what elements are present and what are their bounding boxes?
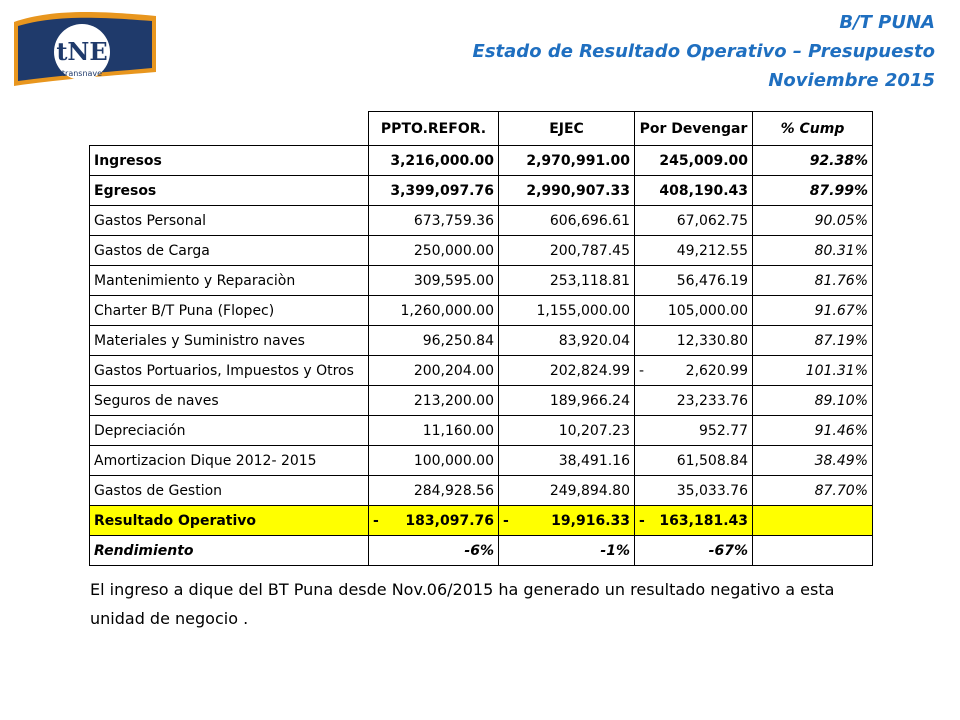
transnave-logo — [10, 6, 160, 96]
table-row — [90, 296, 873, 326]
cell-cump: 87.70% — [753, 476, 873, 506]
table-row — [90, 146, 873, 176]
col-header-ejec: EJEC — [499, 112, 635, 146]
row-label: Resultado Operativo — [90, 506, 369, 536]
table-row — [90, 476, 873, 506]
cell-ejec: 202,824.99 — [499, 356, 635, 386]
rendimiento-row — [90, 536, 873, 566]
row-label: Depreciación — [90, 416, 369, 446]
footnote: El ingreso a dique del BT Puna desde Nov.06/2015 ha generado un resultado negativo a esta unidad de negocio . — [90, 580, 835, 628]
cell-ejec — [499, 506, 635, 536]
negative-sign: - — [639, 512, 645, 529]
header — [473, 8, 935, 95]
cell-ejec: 253,118.81 — [499, 266, 635, 296]
cell-cump: 38.49% — [753, 446, 873, 476]
cell-cump: 90.05% — [753, 206, 873, 236]
cell-cump: 91.67% — [753, 296, 873, 326]
cell-ppto: 309,595.00 — [369, 266, 499, 296]
row-label: Rendimiento — [90, 536, 369, 566]
cell-ejec: -1% — [499, 536, 635, 566]
cell-cump: 92.38% — [753, 146, 873, 176]
cell-dev-value: 49,212.55 — [676, 242, 748, 259]
cell-ppto: 3,399,097.76 — [369, 176, 499, 206]
cell-dev-value: 67,062.75 — [676, 212, 748, 229]
table-row — [90, 266, 873, 296]
cell-ejec: 249,894.80 — [499, 476, 635, 506]
cell-dev-value: 12,330.80 — [676, 332, 748, 349]
resultado-operativo-row — [90, 506, 873, 536]
cell-dev — [635, 506, 753, 536]
row-label: Egresos — [90, 176, 369, 206]
results-table — [89, 111, 873, 566]
cell-dev-value: 408,190.43 — [659, 182, 748, 199]
cell-dev — [635, 386, 753, 416]
negative-sign: - — [639, 362, 645, 379]
cell-cump: 101.31% — [753, 356, 873, 386]
table-row — [90, 176, 873, 206]
cell-ppto: 3,216,000.00 — [369, 146, 499, 176]
cell-dev — [635, 206, 753, 236]
cell-cump: 81.76% — [753, 266, 873, 296]
cell-ppto: 100,000.00 — [369, 446, 499, 476]
cell-ppto: 250,000.00 — [369, 236, 499, 266]
cell-dev — [635, 446, 753, 476]
cell-dev-value: 56,476.19 — [676, 272, 748, 289]
row-label: Gastos de Carga — [90, 236, 369, 266]
cell-ppto: 11,160.00 — [369, 416, 499, 446]
cell-value: 19,916.33 — [551, 512, 630, 529]
table-row — [90, 386, 873, 416]
cell-ejec: 606,696.61 — [499, 206, 635, 236]
cell-dev-value: 23,233.76 — [676, 392, 748, 409]
cell-ppto: 213,200.00 — [369, 386, 499, 416]
page-title: B/T PUNA — [839, 12, 935, 33]
cell-cump: 89.10% — [753, 386, 873, 416]
cell-value: 183,097.76 — [405, 512, 494, 529]
logo-brand: transnave — [61, 69, 103, 78]
cell-dev-value: 105,000.00 — [667, 302, 748, 319]
cell-ejec: 2,990,907.33 — [499, 176, 635, 206]
table-row — [90, 446, 873, 476]
table-row — [90, 326, 873, 356]
cell-dev: -67% — [635, 536, 753, 566]
negative-sign: - — [503, 512, 509, 529]
cell-ejec: 10,207.23 — [499, 416, 635, 446]
cell-ejec: 1,155,000.00 — [499, 296, 635, 326]
table-header-row — [90, 112, 873, 146]
row-label: Gastos de Gestion — [90, 476, 369, 506]
cell-ejec: 2,970,991.00 — [499, 146, 635, 176]
logo-initials: tNE — [56, 37, 108, 66]
row-label: Ingresos — [90, 146, 369, 176]
cell-value: 163,181.43 — [659, 512, 748, 529]
cell-ejec: 38,491.16 — [499, 446, 635, 476]
cell-cump: 87.99% — [753, 176, 873, 206]
cell-ppto: 200,204.00 — [369, 356, 499, 386]
table-row — [90, 356, 873, 386]
cell-cump — [753, 536, 873, 566]
page-period: Noviembre 2015 — [768, 70, 935, 91]
cell-ejec: 83,920.04 — [499, 326, 635, 356]
cell-ppto: 284,928.56 — [369, 476, 499, 506]
cell-dev — [635, 146, 753, 176]
row-label: Mantenimiento y Reparaciòn — [90, 266, 369, 296]
cell-dev — [635, 176, 753, 206]
cell-cump: 91.46% — [753, 416, 873, 446]
col-header-cump: % Cump — [753, 112, 873, 146]
cell-dev-value: 952.77 — [699, 422, 748, 439]
page-subtitle: Estado de Resultado Operativo – Presupuesto — [472, 41, 935, 62]
row-label: Charter B/T Puna (Flopec) — [90, 296, 369, 326]
col-header-ppto: PPTO.REFOR. — [369, 112, 499, 146]
cell-cump: 87.19% — [753, 326, 873, 356]
cell-dev-value: 2,620.99 — [685, 362, 748, 379]
cell-dev-value: 35,033.76 — [676, 482, 748, 499]
cell-dev — [635, 416, 753, 446]
cell-dev — [635, 236, 753, 266]
table-row — [90, 236, 873, 266]
negative-sign: - — [373, 512, 379, 529]
cell-ppto: -6% — [369, 536, 499, 566]
cell-dev — [635, 326, 753, 356]
row-label: Materiales y Suministro naves — [90, 326, 369, 356]
cell-dev — [635, 356, 753, 386]
row-label: Amortizacion Dique 2012- 2015 — [90, 446, 369, 476]
row-label: Gastos Portuarios, Impuestos y Otros — [90, 356, 369, 386]
cell-dev — [635, 266, 753, 296]
table-row — [90, 206, 873, 236]
cell-ppto: 1,260,000.00 — [369, 296, 499, 326]
cell-dev — [635, 296, 753, 326]
cell-dev-value: 61,508.84 — [676, 452, 748, 469]
col-header-dev: Por Devengar — [635, 112, 753, 146]
cell-ppto: 96,250.84 — [369, 326, 499, 356]
cell-dev — [635, 476, 753, 506]
cell-cump: 80.31% — [753, 236, 873, 266]
table-row — [90, 416, 873, 446]
cell-cump — [753, 506, 873, 536]
cell-dev-value: 245,009.00 — [659, 152, 748, 169]
row-label: Seguros de naves — [90, 386, 369, 416]
row-label: Gastos Personal — [90, 206, 369, 236]
cell-ppto: 673,759.36 — [369, 206, 499, 236]
cell-ejec: 189,966.24 — [499, 386, 635, 416]
cell-ppto — [369, 506, 499, 536]
header-corner — [90, 112, 369, 146]
cell-ejec: 200,787.45 — [499, 236, 635, 266]
